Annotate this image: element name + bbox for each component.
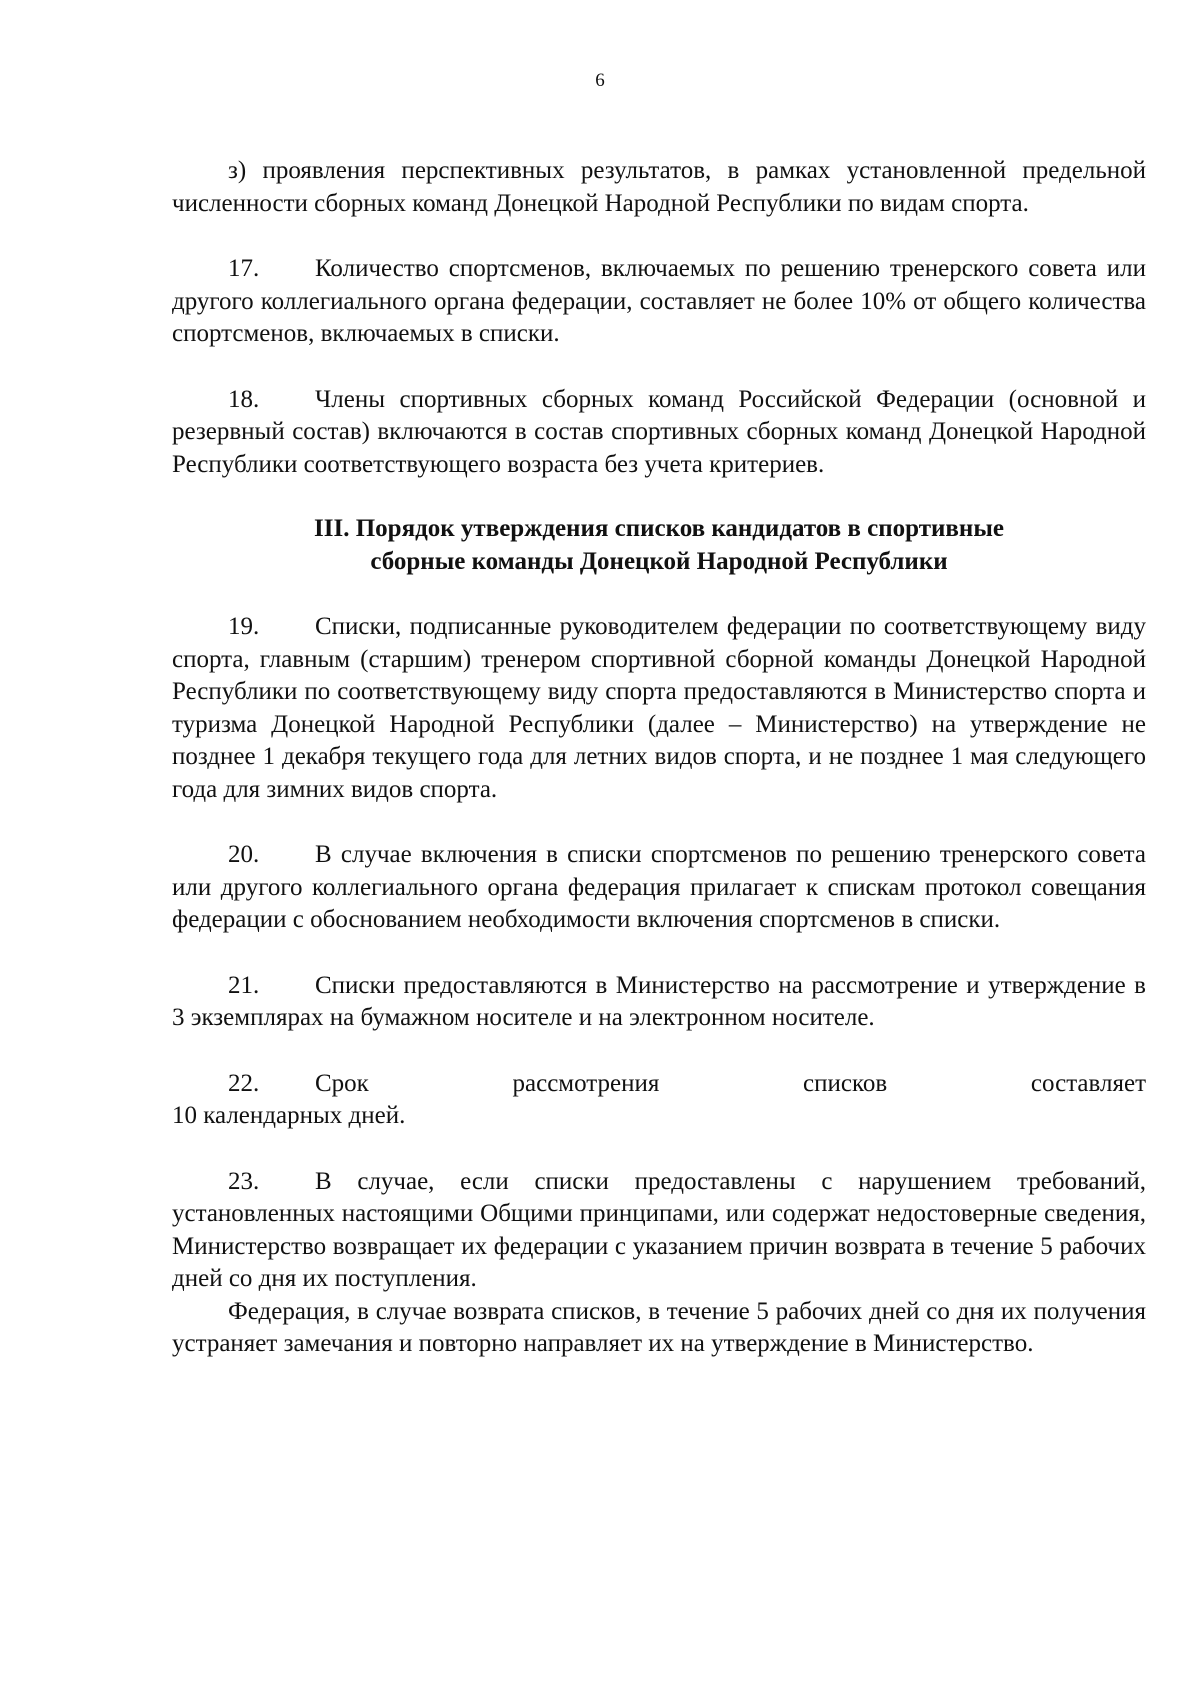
paragraph-text: В случае, если списки предоставлены с нарушением требований, установленных настоящими Общими принципами, или содержат недостоверные сведения, Министерство возвращает их федерации с указанием причин возврата в течение 5 рабочих дней со дня их поступления. bbox=[172, 1167, 1146, 1292]
paragraph-text: Количество спортсменов, включаемых по решению тренерского совета или другого коллегиального органа федерации, составляет не более 10% от общего количества спортсменов, включаемых в списки. bbox=[172, 255, 1146, 347]
paragraph-19 bbox=[172, 611, 1146, 806]
paragraph-20 bbox=[172, 839, 1146, 937]
paragraph-text: Федерация, в случае возврата списков, в течение 5 рабочих дней со дня их получения устраняет замечания и повторно направляет их на утверждение в Министерство. bbox=[172, 1297, 1146, 1357]
paragraph-number: 23. bbox=[228, 1167, 260, 1195]
section-heading bbox=[172, 513, 1146, 578]
paragraph-23 bbox=[172, 1166, 1146, 1296]
paragraph-23-continued bbox=[172, 1296, 1146, 1361]
paragraph-text: Члены спортивных сборных команд Российской Федерации (основной и резервный состав) включаются в состав спортивных сборных команд Донецкой Народной Республики соответствующего возраста без учета критериев. bbox=[172, 385, 1146, 478]
page-number: 6 bbox=[595, 70, 605, 91]
paragraph-22-line-1 bbox=[172, 1068, 1146, 1101]
section-heading-line-2: сборные команды Донецкой Народной Республики bbox=[370, 547, 948, 575]
paragraph-22 bbox=[172, 1068, 1146, 1133]
paragraph-number: 20. bbox=[228, 841, 260, 868]
paragraph-text: Списки предоставляются в Министерство на рассмотрение и утверждение в 3 экземплярах на бумажном носителе и на электронном носителе. bbox=[172, 971, 1146, 1031]
paragraph-16z bbox=[172, 155, 1146, 220]
paragraph-22-line-2: 10 календарных дней. bbox=[172, 1102, 406, 1129]
paragraph-21 bbox=[172, 970, 1146, 1035]
paragraph-number: 18. bbox=[228, 385, 260, 413]
document-body bbox=[172, 155, 1146, 1361]
paragraph-number: 19. bbox=[228, 613, 260, 640]
paragraph-number: 21. bbox=[228, 971, 260, 999]
paragraph-number: 17. bbox=[228, 255, 260, 282]
paragraph-text: Срок рассмотрения списков составляет bbox=[315, 1069, 1146, 1097]
paragraph-text: Списки, подписанные руководителем федерации по соответствующему виду спорта, главным (старшим) тренером спортивной сборной команды Донецкой Народной Республики по соответствующему виду спорта предоставляются в Министерство спорта и туризма Донецкой Народной Республики (далее – Министерство) на утверждение не позднее 1 декабря текущего года для летних видов спорта, и не позднее 1 мая следующего года для зимних видов спорта. bbox=[172, 613, 1146, 803]
paragraph-number: 22. bbox=[228, 1069, 260, 1097]
paragraph-18 bbox=[172, 384, 1146, 482]
paragraph-text: з) проявления перспективных результатов, в рамках установленной предельной численности сборных команд Донецкой Народной Республики по видам спорта. bbox=[172, 157, 1146, 217]
section-heading-line-1: III. Порядок утверждения списков кандидатов в спортивные bbox=[314, 515, 1004, 542]
paragraph-text: В случае включения в списки спортсменов по решению тренерского совета или другого коллегиального органа федерация прилагает к спискам протокол совещания федерации с обоснованием необходимости включения спортсменов в списки. bbox=[172, 841, 1146, 933]
paragraph-17 bbox=[172, 253, 1146, 351]
